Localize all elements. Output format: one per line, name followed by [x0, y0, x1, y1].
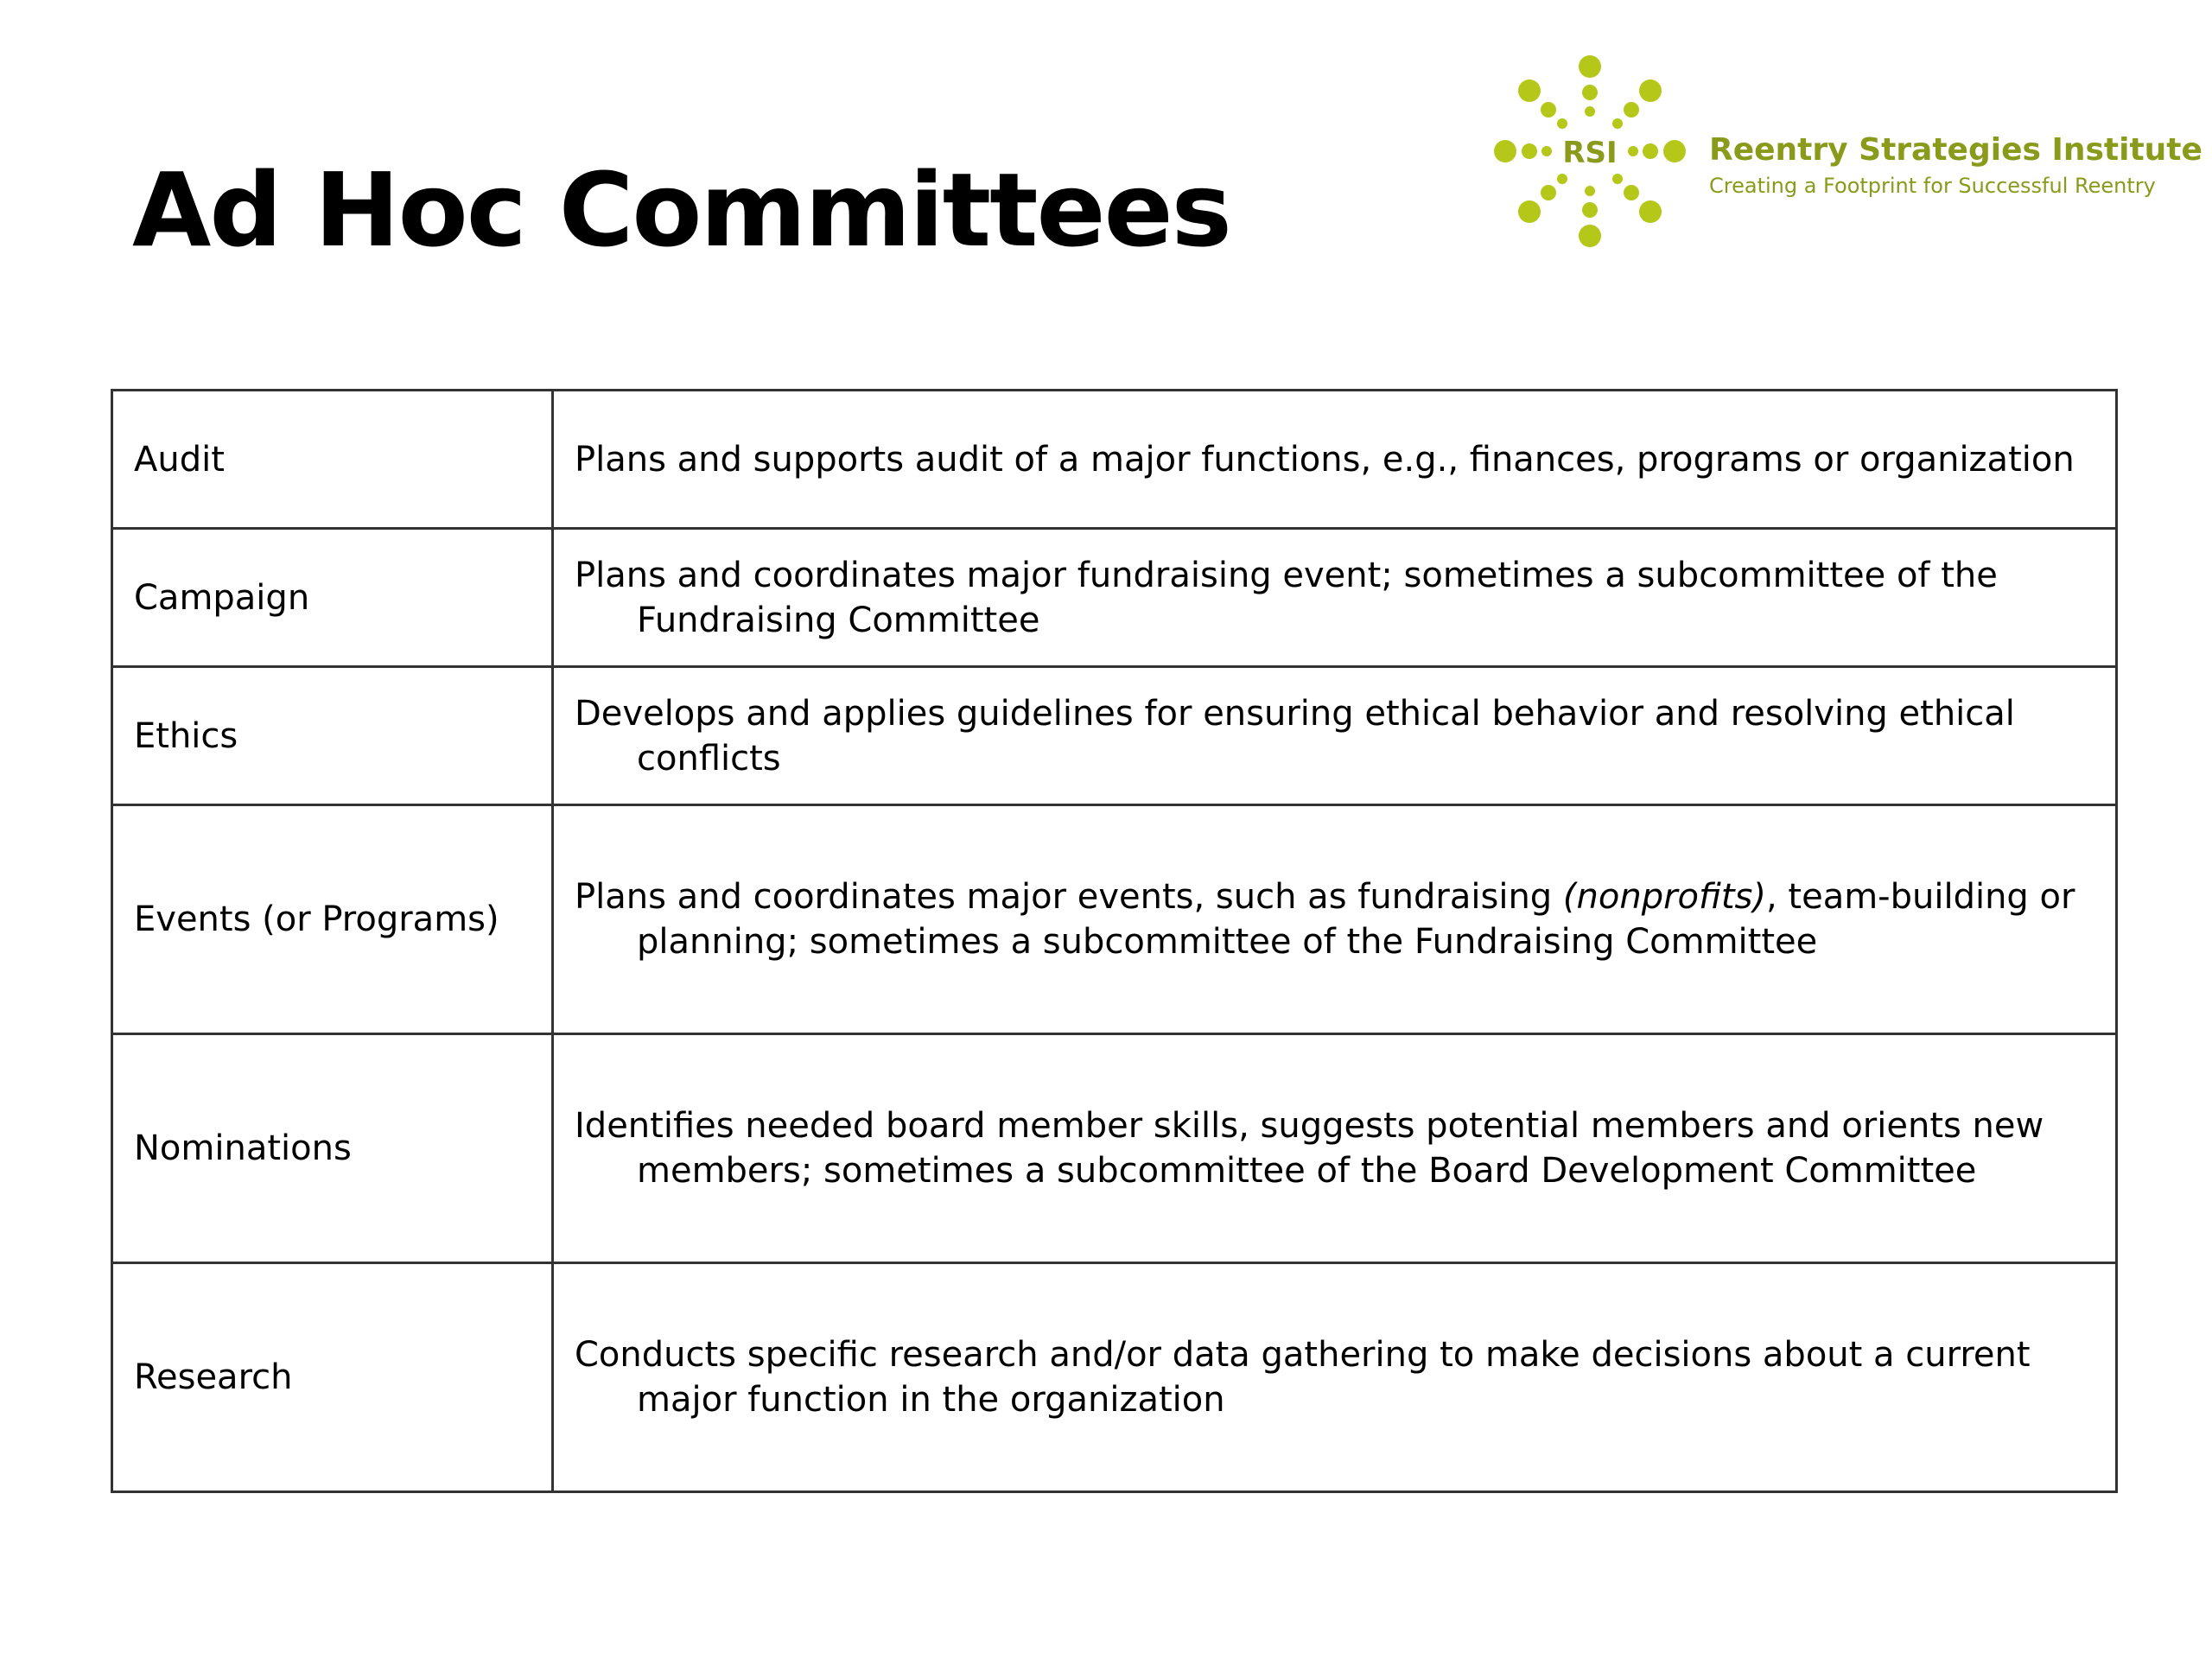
committee-name: Ethics	[112, 667, 553, 805]
logo-name: Reentry Strategies Institute	[1709, 132, 2202, 168]
committee-name: Campaign	[112, 529, 553, 667]
description-text: Plans and coordinates major events, such as fundraising	[575, 877, 1563, 917]
committee-description: Plans and coordinates major fundraising event; sometimes a subcommittee of the Fundraising Committee	[553, 529, 2117, 667]
description-italic-text: (nonprofits)	[1562, 877, 1766, 917]
committee-description: Plans and supports audit of a major functions, e.g., finances, programs or organization	[553, 391, 2117, 529]
committee-description: Conducts specific research and/or data gathering to make decisions about a current major function in the organization	[553, 1263, 2117, 1492]
committee-description: Identifies needed board member skills, suggests potential members and orients new members; sometimes a subcommittee of the Board Development Committee	[553, 1034, 2117, 1263]
committee-table	[111, 389, 2118, 1493]
committee-name: Research	[112, 1263, 553, 1492]
table-row	[112, 391, 2117, 529]
committee-name: Nominations	[112, 1034, 553, 1263]
slide-title: Ad Hoc Committees	[132, 150, 1230, 270]
logo-tagline: Creating a Footprint for Successful Reentry	[1709, 174, 2156, 198]
logo-mark-text: RSI	[1562, 136, 1618, 170]
rsi-logo	[1469, 48, 2202, 255]
rsi-starburst-logo-icon	[1486, 48, 1694, 255]
table-row	[112, 1263, 2117, 1492]
description-text: , team-building or planning; sometimes a subcommittee of the Fundraising Committee	[637, 877, 2075, 962]
committee-description: Develops and applies guidelines for ensuring ethical behavior and resolving ethical conflicts	[553, 667, 2117, 805]
committee-name: Events (or Programs)	[112, 805, 553, 1034]
committee-description	[553, 805, 2117, 1034]
table-row	[112, 1034, 2117, 1263]
committee-name: Audit	[112, 391, 553, 529]
table-row	[112, 529, 2117, 667]
table-row	[112, 667, 2117, 805]
table-row	[112, 805, 2117, 1034]
